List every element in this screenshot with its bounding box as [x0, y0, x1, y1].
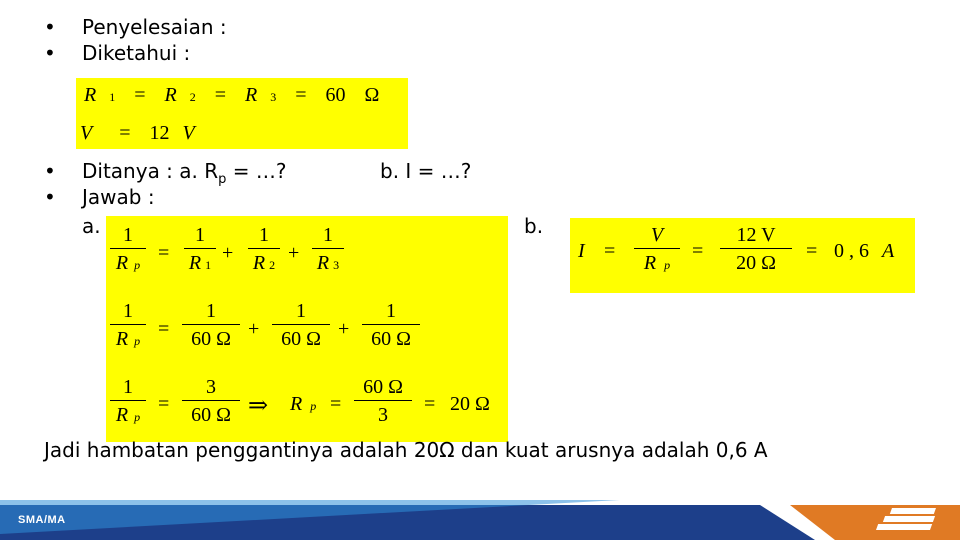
subscript: 2	[269, 258, 276, 272]
value: 60	[325, 84, 346, 106]
fraction-1-over-rp	[110, 298, 146, 355]
bullet-dot: •	[44, 15, 56, 39]
r-symbol: R	[115, 404, 129, 426]
denominator: 60 Ω	[281, 328, 321, 350]
r-symbol: R	[252, 252, 266, 274]
subscript: 3	[333, 258, 340, 272]
bullet-diketahui	[44, 40, 190, 66]
footer-label: SMA/MA	[18, 514, 66, 526]
bullet-dot: •	[44, 41, 56, 65]
current-symbol	[578, 240, 585, 263]
jawab-label: Jawab :	[82, 185, 155, 209]
ditanya-a: Ditanya : a. R	[82, 159, 219, 183]
denominator: 20 Ω	[736, 252, 776, 274]
subscript: p	[310, 399, 317, 413]
v-symbol: V	[650, 224, 664, 246]
diketahui-label: Diketahui :	[82, 41, 191, 65]
r-symbol: R	[643, 252, 657, 274]
i-symbol: I	[578, 240, 585, 262]
denominator	[110, 325, 146, 355]
fraction-1-over-rp	[110, 222, 146, 279]
fraction-12v-over-20-ohm	[720, 222, 792, 277]
subscript: 1	[205, 258, 212, 272]
equals-sign: =	[158, 393, 170, 415]
fraction-v-over-rp	[634, 222, 680, 279]
ditanya-a-rest: = …?	[226, 159, 287, 183]
numerator: 1	[206, 300, 216, 322]
unit: V	[182, 122, 195, 144]
equals-sign: =	[134, 84, 146, 106]
r-symbol: R	[290, 393, 303, 415]
subscript: 3	[270, 90, 277, 104]
bullet-dot: •	[44, 159, 56, 183]
ditanya-sub: p	[218, 172, 227, 187]
equals-sign: =	[806, 240, 818, 262]
value: 12	[149, 122, 170, 144]
given-line-2	[80, 122, 195, 145]
footer-band	[0, 500, 960, 540]
denominator	[634, 249, 680, 279]
plus-sign: +	[222, 242, 234, 264]
fraction-1-over-60-ohm	[182, 298, 240, 353]
r-symbol: R	[164, 84, 177, 106]
bullet-dot: •	[44, 185, 56, 209]
equals-sign: =	[692, 240, 704, 262]
subscript: p	[664, 258, 671, 272]
denominator: 60 Ω	[191, 328, 231, 350]
fraction-1-over-r3	[312, 222, 344, 279]
equals-sign: =	[158, 318, 170, 340]
numerator: 1	[123, 300, 133, 322]
fraction-3-over-60-ohm	[182, 374, 240, 429]
equals-sign: =	[604, 240, 616, 262]
fraction-1-over-rp	[110, 374, 146, 431]
equals-sign: =	[158, 242, 170, 264]
denominator	[184, 249, 216, 279]
denominator: 60 Ω	[191, 404, 231, 426]
penyelesaian-label: Penyelesaian :	[82, 15, 227, 39]
conclusion-text: Jadi hambatan penggantinya adalah 20Ω dan kuat arusnya adalah 0,6 A	[44, 438, 768, 462]
ditanya-b: b. I = …?	[380, 159, 472, 183]
numerator	[634, 222, 680, 248]
numerator: 1	[323, 224, 333, 246]
subscript: p	[134, 334, 141, 348]
label-a: a.	[82, 214, 101, 238]
implies-arrow: ⇒	[248, 393, 269, 419]
fraction-1-over-60-ohm	[272, 298, 330, 353]
subscript: p	[134, 410, 141, 424]
numerator: 1	[296, 300, 306, 322]
equals-sign: =	[119, 122, 131, 144]
r-symbol: R	[188, 252, 202, 274]
r-symbol: R	[245, 84, 258, 106]
r-symbol: R	[115, 328, 129, 350]
equals-sign: =	[424, 393, 436, 415]
denominator: 60 Ω	[371, 328, 411, 350]
fraction-60-ohm-over-3	[354, 374, 412, 429]
numerator: 1	[386, 300, 396, 322]
rp-symbol	[290, 393, 316, 416]
bullet-jawab	[44, 184, 155, 210]
numerator: 1	[123, 376, 133, 398]
given-line-1	[84, 84, 379, 107]
numerator: 60 Ω	[363, 376, 403, 398]
subscript: p	[134, 258, 141, 272]
fraction-1-over-r1	[184, 222, 216, 279]
result-unit: A	[882, 240, 895, 262]
denominator	[248, 249, 280, 279]
equals-sign: =	[214, 84, 226, 106]
rp-result: 20 Ω	[450, 393, 490, 415]
label-b: b.	[524, 214, 544, 238]
v-symbol: V	[80, 122, 93, 144]
fraction-1-over-60-ohm	[362, 298, 420, 353]
subscript: 1	[109, 90, 116, 104]
bullet-penyelesaian	[44, 14, 227, 40]
fraction-1-over-r2	[248, 222, 280, 279]
equals-sign: =	[295, 84, 307, 106]
subscript: 2	[189, 90, 196, 104]
denominator: 3	[378, 404, 388, 426]
unit: Ω	[364, 84, 380, 106]
plus-sign: +	[288, 242, 300, 264]
denominator	[110, 401, 146, 431]
plus-sign: +	[338, 318, 350, 340]
current-result	[834, 240, 894, 263]
result-value: 0 , 6	[834, 240, 869, 262]
numerator: 1	[195, 224, 205, 246]
numerator: 1	[259, 224, 269, 246]
numerator	[720, 222, 792, 248]
denominator	[312, 249, 344, 279]
plus-sign: +	[248, 318, 260, 340]
r-symbol: R	[84, 84, 97, 106]
r-symbol: R	[316, 252, 330, 274]
r-symbol: R	[115, 252, 129, 274]
numerator: 3	[206, 376, 216, 398]
numerator-value: 12 V	[736, 224, 776, 246]
denominator	[110, 249, 146, 279]
numerator: 1	[123, 224, 133, 246]
equals-sign: =	[330, 393, 342, 415]
